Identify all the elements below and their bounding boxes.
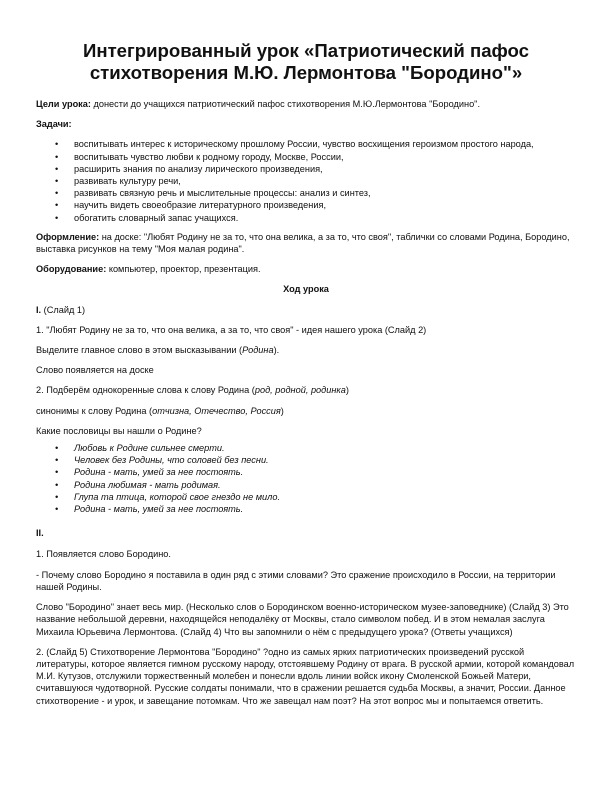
part1-paragraph-5	[36, 405, 576, 417]
task-text: воспитывать чувство любви к родному городу, Москве, России,	[74, 151, 344, 162]
task-text: развивать связную речь и мыслительные процессы: анализ и синтез,	[74, 188, 371, 199]
proverb-text: Глупа та птица, которой свое гнездо не мило.	[74, 491, 281, 502]
list-item	[55, 503, 576, 515]
part1-paragraph-3: Слово появляется на доске	[36, 365, 154, 376]
decor-label: Оформление:	[36, 231, 100, 242]
proverb-text: Любовь к Родине сильнее смерти.	[74, 443, 225, 454]
part2-paragraph-2: - Почему слово Бородино я поставила в один ряд с этими словами? Это сражение происходило в России, на территории нашей Родины.	[36, 569, 556, 592]
equipment-paragraph	[36, 263, 576, 275]
part1-paragraph-1: 1. "Любят Родину не за то, что она велика, а за то, что своя" - идея нашего урока (Слайд 2)	[36, 324, 427, 335]
proverb-text: Человек без Родины, что соловей без песни.	[74, 455, 269, 466]
document-title: Интегрированный урок «Патриотический пафос стихотворения М.Ю. Лермонтова "Бородино"»	[82, 40, 530, 83]
italic-run: отчизна, Отечество, Россия	[152, 405, 281, 416]
text-run: 2. Подберём однокоренные слова к слову Родина (	[36, 385, 255, 396]
part1-paragraph-4	[36, 384, 576, 396]
task-text: развивать культуру речи,	[74, 176, 181, 187]
goals-paragraph	[36, 98, 576, 110]
decor-text: на доске: "Любят Родину не за то, что она велика, а за то, что своя", таблички со словами Родина, Бородино, выставка рисунков на тему "Моя малая родина".	[36, 231, 570, 255]
text-run: )	[280, 405, 284, 416]
equipment-label: Оборудование:	[36, 264, 107, 275]
bullet-icon: •	[55, 176, 59, 187]
lesson-heading: Ход урока	[283, 284, 329, 295]
task-text: расширить знания по анализу лирического произведения,	[74, 163, 323, 174]
task-text: воспитывать интерес к историческому прошлому России, чувство восхищения героизмом простого народа,	[74, 139, 534, 150]
list-item	[55, 175, 576, 187]
part2-paragraph-3: Слово "Бородино" знает весь мир. (Несколько слов о Бородинском военно-историческом музее-заповеднике) (Слайд 3) Это название небольшой деревни, находящейся неподалёку от Москвы, стало символом побед. И в этом немалая заслуга Михаила Юрьевича Лермонтова. (Слайд 4) Что вы запомнили о нём с предыдущего урока? (Ответы учащихся)	[36, 602, 569, 637]
list-item	[55, 491, 576, 503]
list-item	[55, 199, 576, 211]
bullet-icon: •	[55, 151, 59, 162]
part1-heading	[36, 304, 576, 316]
text-run: синонимы к слову Родина (	[36, 405, 153, 416]
text-run: ).	[273, 345, 280, 356]
part1-slide: (Слайд 1)	[41, 304, 86, 315]
task-text: научить видеть своеобразие литературного произведения,	[74, 200, 327, 211]
decor-paragraph	[36, 231, 576, 255]
italic-run: род, родной, родинка	[254, 385, 346, 396]
bullet-icon: •	[55, 504, 59, 515]
bullet-icon: •	[55, 139, 59, 150]
proverb-text: Родина - мать, умей за нее постоять.	[74, 504, 244, 515]
proverb-text: Родина любимая - мать родимая.	[74, 479, 221, 490]
equipment-text: компьютер, проектор, презентация.	[106, 264, 261, 275]
bullet-icon: •	[55, 467, 59, 478]
part2-paragraph-1: 1. Появляется слово Бородино.	[36, 549, 171, 560]
text-run: )	[345, 385, 349, 396]
task-text: обогатить словарный запас учащихся.	[74, 212, 239, 223]
part1-numeral: I.	[36, 304, 42, 315]
proverbs-list	[36, 442, 576, 515]
list-item	[55, 212, 576, 224]
bullet-icon: •	[55, 163, 59, 174]
goals-label: Цели урока:	[36, 99, 91, 109]
bullet-icon: •	[55, 212, 59, 223]
part1-paragraph-6: Какие пословицы вы нашли о Родине?	[36, 425, 202, 436]
list-item	[55, 442, 576, 454]
list-item	[55, 466, 576, 478]
bullet-icon: •	[55, 200, 59, 211]
proverb-text: Родина - мать, умей за нее постоять.	[74, 467, 244, 478]
part1-paragraph-2	[36, 344, 576, 356]
goals-text: донести до учащихся патриотический пафос стихотворения М.Ю.Лермонтова "Бородино".	[90, 99, 480, 109]
bullet-icon: •	[55, 491, 59, 502]
list-item	[55, 454, 576, 466]
list-item	[55, 138, 576, 150]
italic-run: Родина	[242, 345, 274, 356]
bullet-icon: •	[55, 188, 59, 199]
text-run: Выделите главное слово в этом высказывании (	[36, 345, 243, 356]
list-item	[55, 479, 576, 491]
bullet-icon: •	[55, 455, 59, 466]
list-item	[55, 163, 576, 175]
bullet-icon: •	[55, 479, 59, 490]
tasks-list	[36, 138, 576, 223]
list-item	[55, 151, 576, 163]
tasks-label: Задачи:	[36, 119, 72, 130]
part2-paragraph-4: 2. (Слайд 5) Стихотворение Лермонтова "Бородино" ?одно из самых ярких патриотических произведений русской литературы, которое является гимном русскому народу, отстоявшему Родину от врага. В русской армии, которой командовал М.И. Кутузов, отслужили торжественный молебен и понесли вдоль линии войск икону Смоленской Божьей Матери, считавшуюся чудотворной. Русские солдаты понимали, что в сражении решается судьба Москвы, а значит, России. Данное стихотворение - и урок, и завещание потомкам. Что же завещал нам поэт? На этот вопрос мы и попытаемся ответить.	[36, 646, 575, 706]
bullet-icon: •	[55, 443, 59, 454]
part2-numeral: II.	[36, 528, 44, 539]
list-item	[55, 187, 576, 199]
